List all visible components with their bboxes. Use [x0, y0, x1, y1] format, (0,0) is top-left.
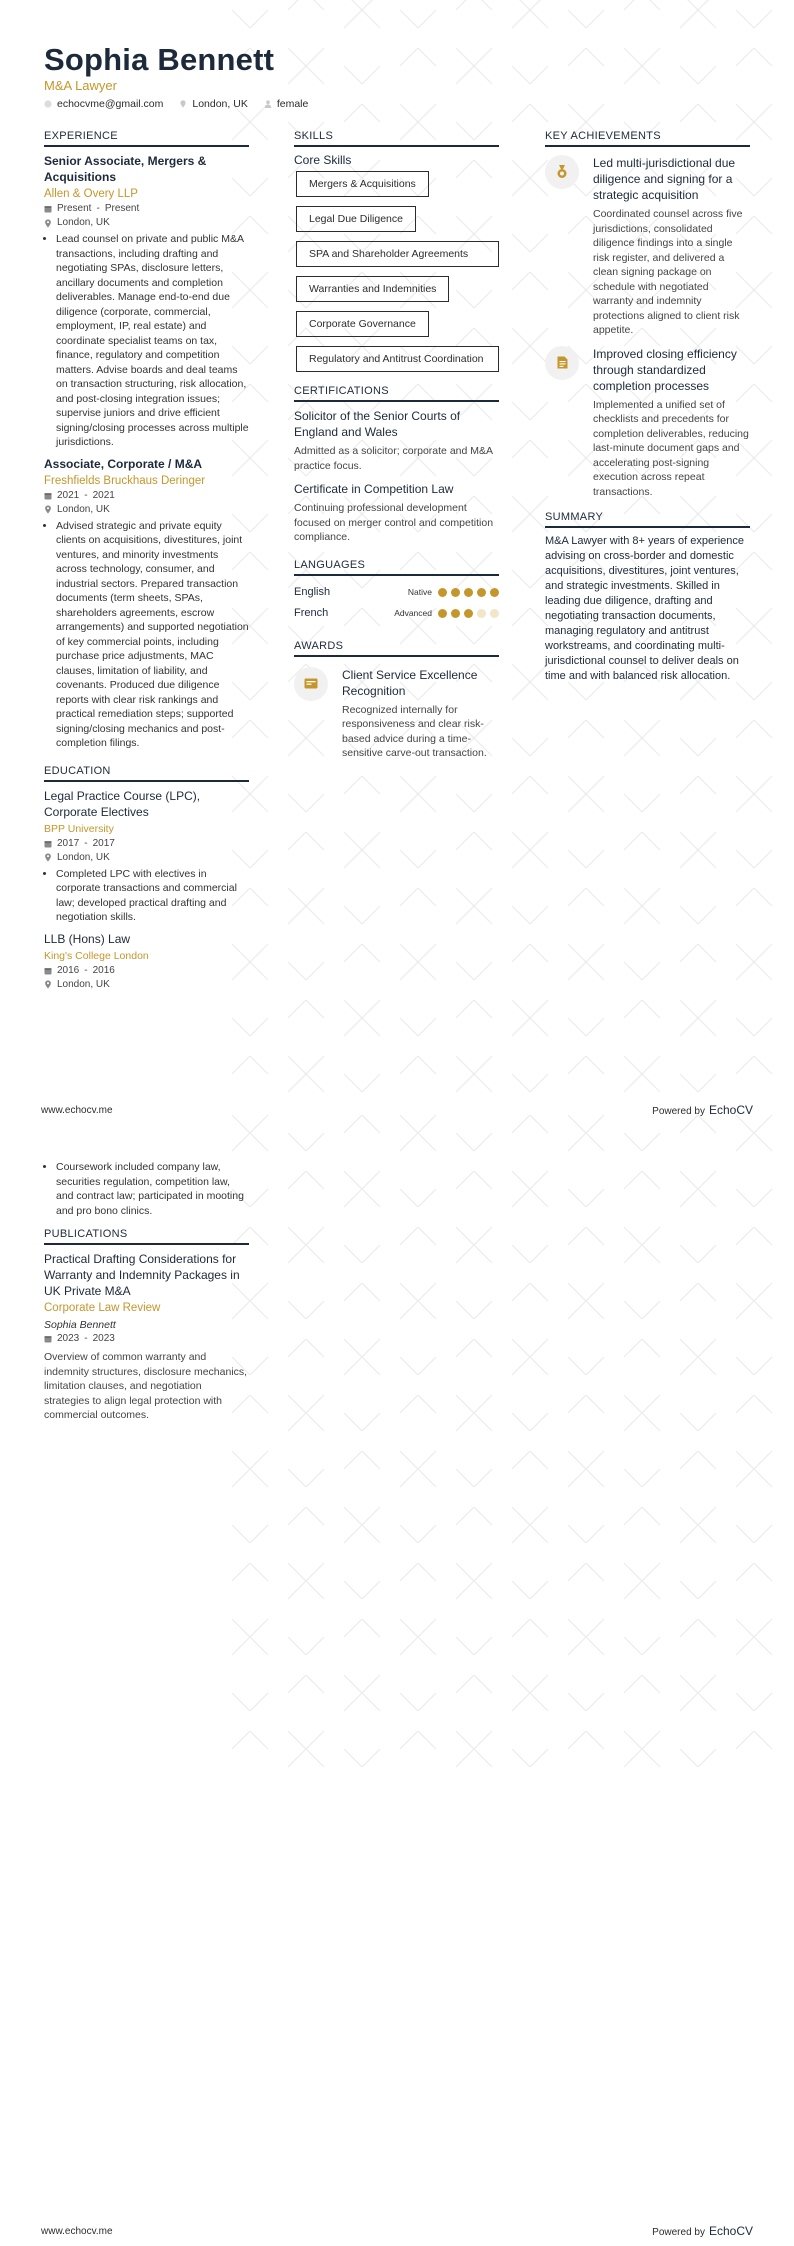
location-text: London, UK [192, 98, 248, 110]
skill-tag: Mergers & Acquisitions [296, 171, 429, 197]
edu-location-text: London, UK [57, 978, 110, 990]
skill-tag: Warranties and Indemnities [296, 276, 449, 302]
powered-by [652, 2224, 753, 2238]
email-text: echocvme@gmail.com [57, 98, 164, 110]
summary-text: M&A Lawyer with 8+ years of experience advising on cross-border and domestic acquisitions, divestitures, joint ventures, and strategic investments. Skilled in leading due diligence, drafting and negotiating transaction documents, managing regulatory and antitrust workstreams, and coordinating multi-jurisdictional counsel to deliver deals on time and with balanced risk allocation. [545, 535, 745, 682]
language-level: Native [407, 587, 432, 597]
award-desc: Recognized internally for responsiveness and clear risk-based advice during a time-sensitive carve-out transaction. [342, 703, 487, 759]
publications-heading: PUBLICATIONS [44, 1228, 249, 1245]
date-separator: - [84, 1333, 88, 1344]
awards-heading: AWARDS [294, 640, 499, 657]
language-name: French [294, 607, 329, 619]
skill-tag: Regulatory and Antitrust Coordination [296, 346, 499, 372]
publication-desc: Overview of common warranty and indemnity structures, disclosure mechanics, limitation clauses, and negotiation strategies to align legal protection with commercial outcomes. [44, 1351, 248, 1421]
footer-website[interactable]: www.echocv.me [41, 2225, 113, 2237]
publication-title: Practical Drafting Considerations for Warranty and Indemnity Packages in UK Private M&A [44, 1252, 240, 1298]
job-start: Present [57, 203, 92, 214]
job-end: Present [104, 203, 140, 214]
publication-publisher: Corporate Law Review [44, 1302, 161, 1314]
experience-heading: EXPERIENCE [44, 130, 249, 147]
brand-logo[interactable]: EchoCV [708, 1103, 753, 1117]
job-end: 2021 [92, 489, 115, 501]
pub-end: 2023 [92, 1333, 115, 1344]
candidate-role: M&A Lawyer [44, 78, 117, 93]
achievement-title: Improved closing efficiency through standardized completion processes [593, 346, 737, 393]
school-name: BPP University [44, 822, 114, 835]
achievement-desc: Implemented a unified set of checklists and precedents for completion deliverables, reducing last-minute document gaps and accelerating post-signing execution across repeat transactions. [593, 398, 749, 498]
language-name: English [294, 586, 331, 598]
job-location-text: London, UK [57, 503, 110, 515]
certification-title: Solicitor of the Senior Courts of England and Wales [294, 409, 461, 439]
company-name: Allen & Overy LLP [44, 188, 138, 200]
achievement-title: Led multi-jurisdictional due diligence and signing for a strategic acquisition [593, 156, 736, 202]
school-name: King's College London [44, 949, 149, 962]
certification-desc: Continuing professional development focused on merger control and competition compliance. [294, 502, 494, 543]
edu-end: 2017 [92, 837, 115, 849]
brand-logo[interactable]: EchoCV [708, 2224, 753, 2238]
edu-bullet: • Completed LPC with electives in corporate transactions and commercial law; developed practical drafting and negotiation skills. [56, 867, 249, 925]
publication-item [44, 1251, 249, 1423]
powered-by-label: Powered by [652, 2227, 705, 2238]
achievements-heading: KEY ACHIEVEMENTS [545, 130, 750, 147]
award-title: Client Service Excellence Recognition [342, 667, 478, 698]
page-footer [41, 2224, 753, 2238]
certification-desc: Admitted as a solicitor; corporate and M&A practice focus. [294, 445, 493, 472]
degree-title: Legal Practice Course (LPC), Corporate Electives [44, 788, 201, 819]
calendar-icon [44, 1335, 52, 1343]
job-bullet: • Advised strategic and private equity clients on acquisitions, divestitures, joint ventures, and minority investments across technology, consumer, and industrial sectors. Prepared transaction documents (term sheets, SPAs, shareholders agreements, escrow arrangements) and supported negotiation of key commercial points, including purchase price adjustments, MAC clauses, limitation of liability, and covenants. Produced due diligence reports with clear risk rankings and practical remediation steps; supported signing/closing mechanics and post-completion filings. [56, 519, 249, 751]
powered-by-label: Powered by [652, 1106, 705, 1117]
certifications-heading: CERTIFICATIONS [294, 385, 499, 402]
certification-title: Certificate in Competition Law [294, 482, 454, 496]
language-level: Advanced [394, 608, 432, 618]
date-separator: - [84, 489, 88, 501]
pub-start: 2023 [57, 1333, 80, 1344]
edu-bullet: • Coursework included company law, securities regulation, competition law, and contract law; participated in mooting and pro bono clinics. [56, 1160, 249, 1218]
company-name: Freshfields Bruckhaus Deringer [44, 474, 206, 487]
summary-heading: SUMMARY [545, 511, 750, 528]
edu-start: 2017 [57, 837, 80, 849]
job-title: Associate, Corporate / M&A [44, 456, 203, 471]
achievement-desc: Coordinated counsel across five jurisdictions, consolidated diligence findings into a single risk register, and delivered a clean signing package on schedule with negotiated warranty and indemnity protections aligned to client risk appetite. [593, 208, 743, 336]
languages-heading: LANGUAGES [294, 559, 499, 576]
date-separator: - [96, 203, 100, 214]
degree-title: LLB (Hons) Law [44, 931, 131, 946]
skills-heading: SKILLS [294, 130, 499, 147]
publication-author: Sophia Bennett [44, 1319, 116, 1331]
date-separator: - [84, 964, 88, 976]
edu-location-text: London, UK [57, 851, 110, 863]
job-location-text: London, UK [57, 217, 110, 228]
skill-tag: Corporate Governance [296, 311, 429, 337]
edu-end: 2016 [92, 964, 115, 976]
candidate-name: Sophia Bennett [44, 42, 275, 77]
skill-tag: Legal Due Diligence [296, 206, 416, 232]
gender-text: female [276, 98, 309, 110]
job-title: Senior Associate, Mergers & Acquisitions [44, 154, 207, 184]
footer-website[interactable]: www.echocv.me [41, 1104, 113, 1116]
education-heading: EDUCATION [44, 765, 249, 782]
skill-tag: SPA and Shareholder Agreements [296, 241, 499, 267]
publication-dates [44, 1332, 249, 1346]
page-2-column [44, 1160, 249, 1423]
job-bullet: • Lead counsel on private and public M&A transactions, including drafting and negotiating SPAs, disclosure letters, ancillary documents and completion deliverables. Manage end-to-end due diligence (corporate, commercial, employment, IP, real estate) and coordinate specialist teams on tax, finance, regulatory and competition matters. Advise boards and deal teams on transaction structuring, risk allocation, and post-closing integration issues; supervise juniors and drive efficient signing/closing processes across multiple jurisdictions. [56, 232, 249, 450]
date-separator: - [84, 837, 88, 849]
skill-group-title: Core Skills [294, 153, 352, 167]
edu-bullets [44, 1160, 249, 1218]
edu-start: 2016 [57, 964, 80, 976]
job-start: 2021 [57, 489, 80, 501]
